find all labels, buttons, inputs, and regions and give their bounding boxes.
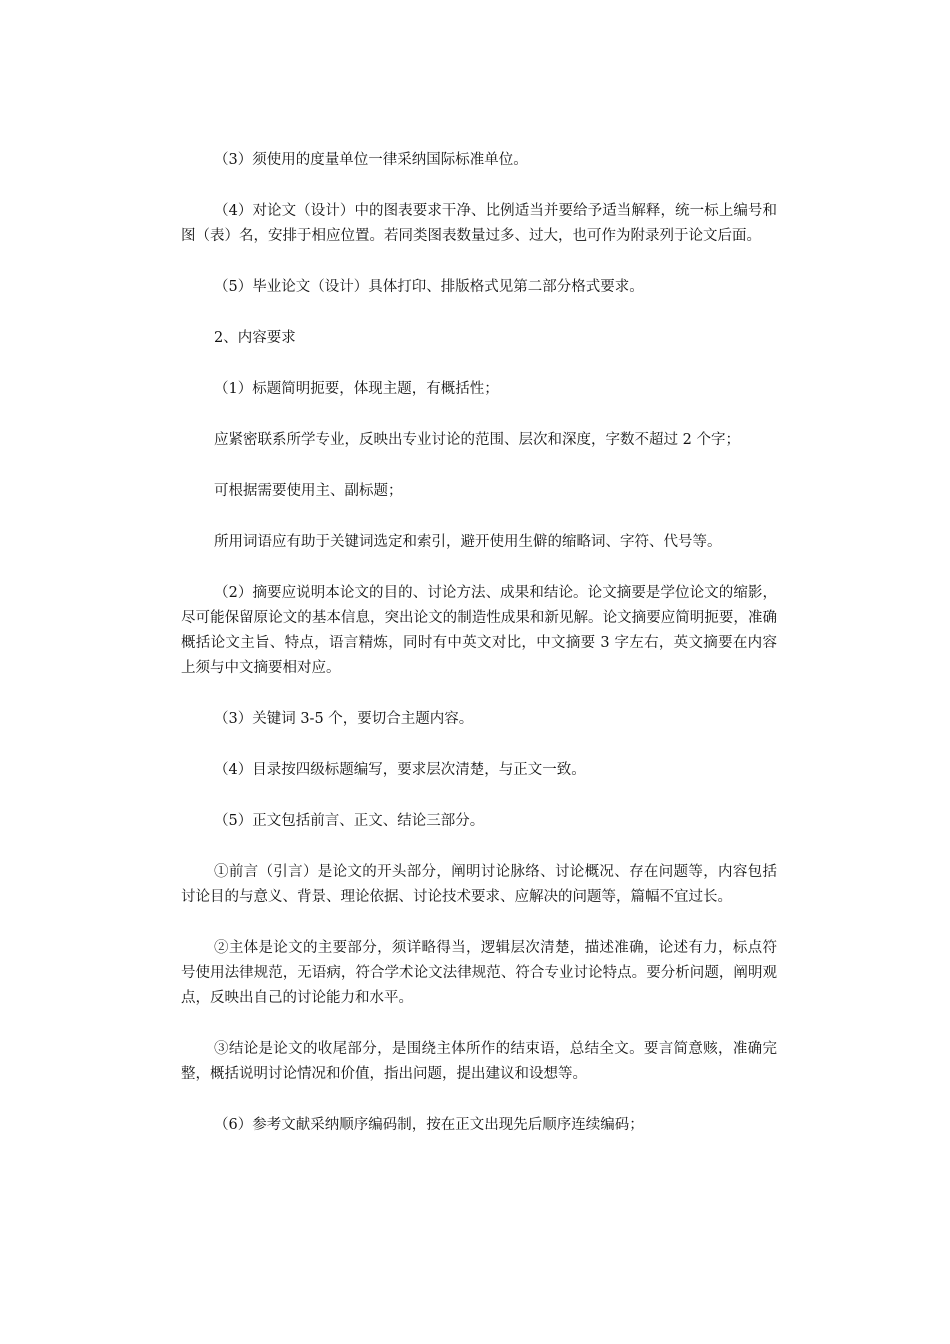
paragraph-table-of-contents: （4）目录按四级标题编写，要求层次清楚，与正文一致。 xyxy=(214,762,586,778)
paragraph-figures-tables: （4）对论文（设计）中的图表要求干净、比例适当并要给予适当解释，统一标上编号和图（表）名，安排于相应位置。若同类图表数量过多、过大，也可作为附录列于论文后面。 xyxy=(181,203,777,244)
paragraph-print-format: （5）毕业论文（设计）具体打印、排版格式见第二部分格式要求。 xyxy=(214,279,644,295)
paragraph-abstract: （2）摘要应说明本论文的目的、讨论方法、成果和结论。论文摘要是学位论文的缩影，尽可能保留原论文的基本信息，突出论文的制造性成果和新见解。论文摘要应简明扼要，准确概括论文主旨、特点，语言精炼，同时有中英文对比，中文摘要 3 字左右，英文摘要在内容上须与中文摘要相对应。 xyxy=(181,585,777,676)
paragraph-title-relevance: 应紧密联系所学专业，反映出专业讨论的范围、层次和深度，字数不超过 2 个字； xyxy=(214,432,740,448)
paragraph-body-structure: （5）正文包括前言、正文、结论三部分。 xyxy=(214,813,485,829)
paragraph-subtitle: 可根据需要使用主、副标题； xyxy=(214,483,403,499)
section-heading-content-requirements: 2、内容要求 xyxy=(214,330,296,346)
paragraph-title: （1）标题简明扼要，体现主题，有概括性； xyxy=(214,381,499,397)
paragraph-keywords: （3）关键词 3-5 个，要切合主题内容。 xyxy=(214,711,474,727)
paragraph-references: （6）参考文献采纳顺序编码制，按在正文出现先后顺序连续编码； xyxy=(214,1117,644,1133)
paragraph-introduction: ①前言（引言）是论文的开头部分，阐明讨论脉络、讨论概况、存在问题等，内容包括讨论目的与意义、背景、理论依据、讨论技术要求、应解决的问题等，篇幅不宜过长。 xyxy=(181,864,777,905)
paragraph-main-body: ②主体是论文的主要部分，须详略得当，逻辑层次清楚，描述准确，论述有力，标点符号使用法律规范，无语病，符合学术论文法律规范、符合专业讨论特点。要分析问题，阐明观点，反映出自己的讨论能力和水平。 xyxy=(181,940,777,1006)
paragraph-wording: 所用词语应有助于关键词选定和索引，避开使用生僻的缩略词、字符、代号等。 xyxy=(214,534,722,550)
paragraph-units: （3）须使用的度量单位一律采纳国际标准单位。 xyxy=(214,152,528,168)
paragraph-conclusion: ③结论是论文的收尾部分，是围绕主体所作的结束语，总结全文。要言简意赅，准确完整，概括说明讨论情况和价值，指出问题，提出建议和设想等。 xyxy=(181,1041,777,1082)
document-page xyxy=(181,148,777,1164)
